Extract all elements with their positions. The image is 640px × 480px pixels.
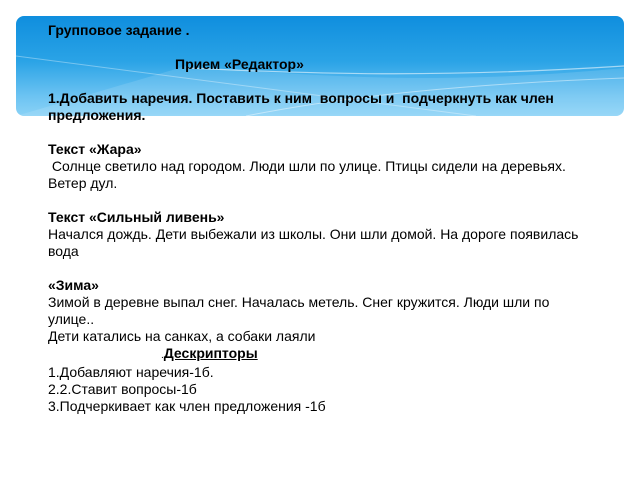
task-instruction-line1: 1.Добавить наречия. Поставить к ним вопросы и подчеркнуть как член — [48, 90, 554, 106]
text-body-line: вода — [48, 243, 79, 259]
text-body-line: Солнце светило над городом. Люди шли по улице. Птицы сидели на деревьях. — [48, 158, 566, 174]
task-document — [48, 22, 608, 415]
text-title-winter: «Зима» — [48, 277, 99, 293]
descriptors-prefix: . — [161, 350, 164, 361]
descriptors-title: Дескрипторы — [163, 345, 258, 361]
text-body-line: Начался дождь. Дети выбежали из школы. Они шли домой. На дороге появилась — [48, 226, 579, 242]
text-body-line: улице.. — [48, 311, 95, 327]
descriptor-item: 3.Подчеркивает как член предложения -1б — [48, 398, 326, 414]
technique-title: Прием «Редактор» — [175, 56, 304, 72]
text-title-heavy-rain: Текст «Сильный ливень» — [48, 209, 225, 225]
descriptor-item: 2.2.Ставит вопросы-1б — [48, 381, 197, 397]
descriptor-item: 1.Добавляют наречия-1б. — [48, 364, 214, 380]
text-body-line: Ветер дул. — [48, 175, 118, 191]
text-title-heat: Текст «Жара» — [48, 141, 142, 157]
group-task-heading: Групповое задание . — [48, 22, 190, 38]
text-body-line: Зимой в деревне выпал снег. Началась метель. Снег кружится. Люди шли по — [48, 294, 550, 310]
descriptors-heading — [48, 345, 608, 364]
text-body-line: Дети катались на санках, а собаки лаяли — [48, 328, 316, 344]
task-instruction-line2: предложения. — [48, 107, 146, 123]
